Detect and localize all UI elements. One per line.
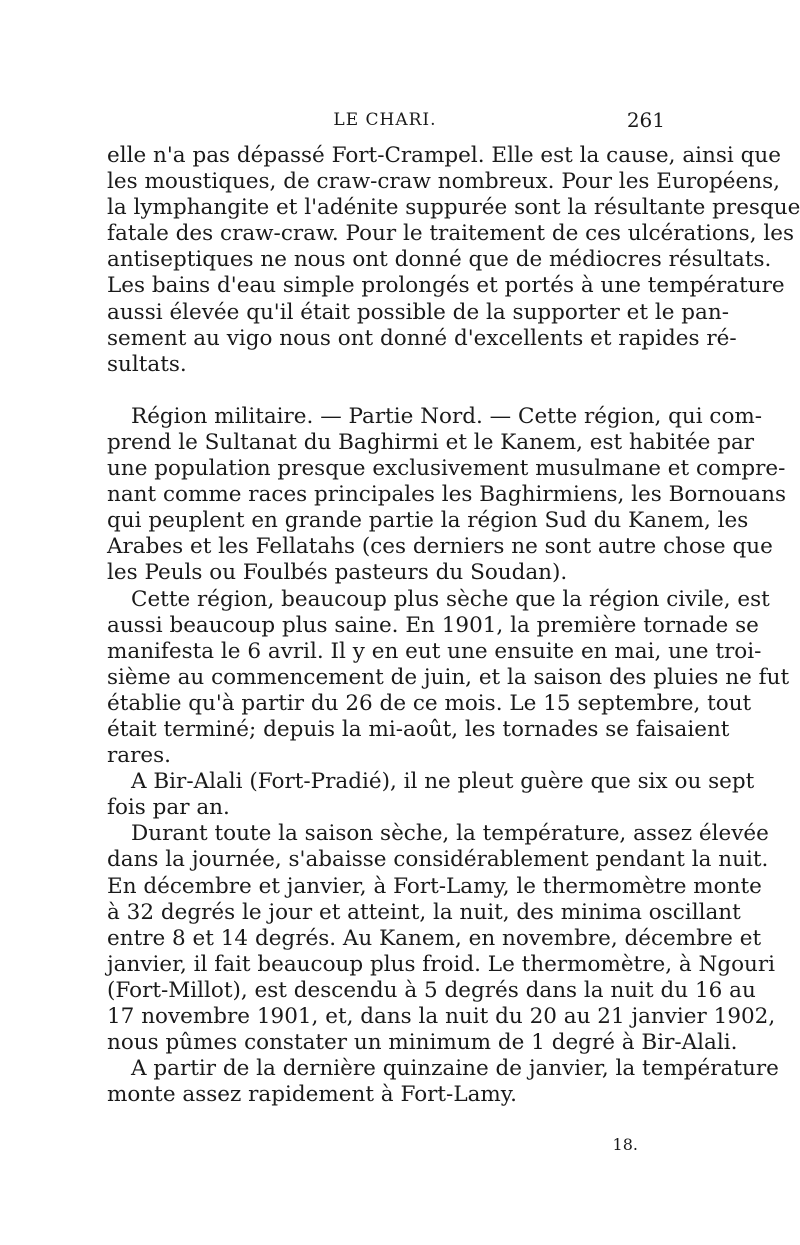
text-line: nant comme races principales les Baghirmiens, les Bornouans	[107, 482, 786, 508]
text-line: manifesta le 6 avril. Il y en eut une ensuite en mai, une troi-	[107, 638, 762, 664]
page-number: 261	[626, 108, 665, 132]
text-line: Les bains d'eau simple prolongés et portés à une température	[107, 273, 785, 299]
paragraph-5	[107, 821, 776, 1056]
paragraph-3	[107, 586, 790, 770]
text-line: les moustiques, de craw-craw nombreux. Pour les Européens,	[107, 169, 780, 195]
text-line: sultats.	[107, 351, 187, 377]
text-line: Arabes et les Fellatahs (ces derniers ne sont autre chose que	[107, 534, 773, 560]
text-line: sement au vigo nous ont donné d'excellents et rapides ré-	[107, 325, 737, 351]
text-line: 17 novembre 1901, et, dans la nuit du 20 au 21 janvier 1902,	[107, 1004, 776, 1029]
paragraph-2	[107, 403, 786, 587]
text-line: qui peuplent en grande partie la région Sud du Kanem, les	[107, 508, 749, 534]
running-title: LE CHARI.	[333, 110, 437, 130]
paragraph-gap	[107, 378, 665, 404]
text-line: sième au commencement de juin, et la saison des pluies ne fut	[107, 664, 790, 690]
text-line: Région militaire. — Partie Nord. — Cette région, qui com-	[131, 403, 763, 429]
paragraph-1	[107, 143, 800, 378]
text-line: les Peuls ou Foulbés pasteurs du Soudan).	[107, 560, 568, 586]
body-text	[107, 143, 800, 1108]
text-line: Cette région, beaucoup plus sèche que la région civile, est	[131, 586, 770, 612]
text-line: était terminé; depuis la mi-août, les tornades se faisaient	[107, 716, 730, 742]
text-line: aussi beaucoup plus saine. En 1901, la première tornade se	[107, 612, 759, 638]
text-line: A Bir-Alali (Fort-Pradié), il ne pleut guère que six ou sept	[131, 769, 755, 795]
text-line: nous pûmes constater un minimum de 1 degré à Bir-Alali.	[107, 1030, 738, 1056]
text-line: rares.	[107, 743, 171, 769]
text-line: prend le Sultanat du Baghirmi et le Kanem, est habitée par	[107, 429, 755, 455]
text-line: la lymphangite et l'adénite suppurée sont la résultante presque	[107, 195, 800, 221]
text-line: janvier, il fait beaucoup plus froid. Le thermomètre, à Ngouri	[107, 951, 776, 977]
signature-mark: 18.	[612, 1135, 638, 1154]
text-line: Durant toute la saison sèche, la température, assez élevée	[131, 821, 769, 847]
text-line: A partir de la dernière quinzaine de janvier, la température	[131, 1056, 779, 1082]
paragraph-6	[107, 1056, 779, 1108]
text-line: fatale des craw-craw. Pour le traitement de ces ulcérations, les	[107, 221, 795, 247]
text-line: elle n'a pas dépassé Fort-Crampel. Elle est la cause, ainsi que	[107, 143, 781, 168]
text-line: dans la journée, s'abaisse considérablement pendant la nuit.	[107, 847, 769, 873]
paragraph-4	[107, 769, 755, 821]
text-line: (Fort-Millot), est descendu à 5 degrés dans la nuit du 16 au	[107, 977, 756, 1003]
text-line: entre 8 et 14 degrés. Au Kanem, en novembre, décembre et	[107, 925, 762, 951]
text-line: établie qu'à partir du 26 de ce mois. Le 15 septembre, tout	[107, 690, 752, 716]
text-line: monte assez rapidement à Fort-Lamy.	[107, 1082, 517, 1108]
text-line: En décembre et janvier, à Fort-Lamy, le thermomètre monte	[107, 873, 762, 899]
text-line: antiseptiques ne nous ont donné que de médiocres résultats.	[107, 247, 772, 273]
text-line: à 32 degrés le jour et atteint, la nuit, des minima oscillant	[107, 899, 741, 925]
text-line: fois par an.	[107, 795, 230, 821]
running-head	[105, 108, 665, 138]
text-line: une population presque exclusivement musulmane et compre-	[107, 456, 786, 482]
text-line: aussi élevée qu'il était possible de la supporter et le pan-	[107, 299, 729, 325]
